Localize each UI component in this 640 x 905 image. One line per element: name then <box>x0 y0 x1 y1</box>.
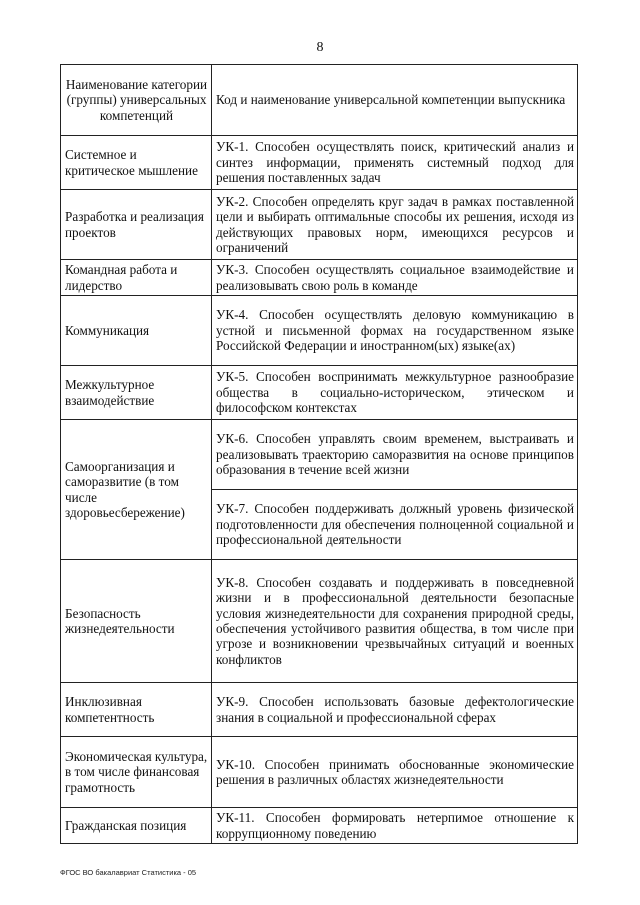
row-competence: УК-9. Способен использовать базовые дефектологические знания в социальной и профессиональной сферах <box>212 683 578 737</box>
table-row <box>61 683 578 737</box>
row-competence: УК-1. Способен осуществлять поиск, критический анализ и синтез информации, применять системный подход для решения поставленных задач <box>212 136 578 190</box>
page-number: 8 <box>316 40 324 55</box>
row-competence: УК-2. Способен определять круг задач в рамках поставленной цели и выбирать оптимальные способы их решения, исходя из действующих правовых норм, имеющихся ресурсов и ограничений <box>212 190 578 260</box>
row-category: Самоорганизация и саморазвитие (в том числе здоровьесбережение) <box>61 420 212 560</box>
table-row <box>61 808 578 844</box>
header-category: Наименование категории (группы) универсальных компетенций <box>61 65 212 136</box>
row-category: Разработка и реализация проектов <box>61 190 212 260</box>
row-category: Межкультурное взаимодействие <box>61 366 212 420</box>
table-row <box>61 737 578 808</box>
table-row <box>61 366 578 420</box>
row-category: Инклюзивная компетентность <box>61 683 212 737</box>
table-row <box>61 260 578 296</box>
row-competence: УК-8. Способен создавать и поддерживать в повседневной жизни и в профессиональной деятельности безопасные условия жизнедеятельности для сохранения природной среды, обеспечения устойчивого развития общества, в том числе при угрозе и возникновении чрезвычайных ситуаций и военных конфликтов <box>212 560 578 683</box>
table-row <box>61 136 578 190</box>
table-row <box>61 420 578 490</box>
table-row <box>61 190 578 260</box>
row-competence: УК-5. Способен воспринимать межкультурное разнообразие общества в социально-историческом, этическом и философском контекстах <box>212 366 578 420</box>
row-category: Безопасность жизнедеятельности <box>61 560 212 683</box>
row-category: Системное и критическое мышление <box>61 136 212 190</box>
row-competence: УК-3. Способен осуществлять социальное взаимодействие и реализовывать свою роль в команде <box>212 260 578 296</box>
row-category: Экономическая культура, в том числе финансовая грамотность <box>61 737 212 808</box>
row-category: Командная работа и лидерство <box>61 260 212 296</box>
competence-table <box>60 64 578 844</box>
header-code: Код и наименование универсальной компетенции выпускника <box>212 65 578 136</box>
row-category: Коммуникация <box>61 296 212 366</box>
row-competence: УК-11. Способен формировать нетерпимое отношение к коррупционному поведению <box>212 808 578 844</box>
row-category: Гражданская позиция <box>61 808 212 844</box>
row-competence: УК-4. Способен осуществлять деловую коммуникацию в устной и письменной формах на государственном языке Российской Федерации и иностранном(ых) языке(ах) <box>212 296 578 366</box>
table-header-row <box>61 65 578 136</box>
footer-text: ФГОС ВО бакалавриат Статистика - 05 <box>60 868 197 877</box>
row-competence: УК-10. Способен принимать обоснованные экономические решения в различных областях жизнедеятельности <box>212 737 578 808</box>
table-row <box>61 296 578 366</box>
row-competence: УК-6. Способен управлять своим временем, выстраивать и реализовывать траекторию саморазвития на основе принципов образования в течение всей жизни <box>212 420 578 490</box>
table-row <box>61 560 578 683</box>
row-competence: УК-7. Способен поддерживать должный уровень физической подготовленности для обеспечения полноценной социальной и профессиональной деятельности <box>212 490 578 560</box>
